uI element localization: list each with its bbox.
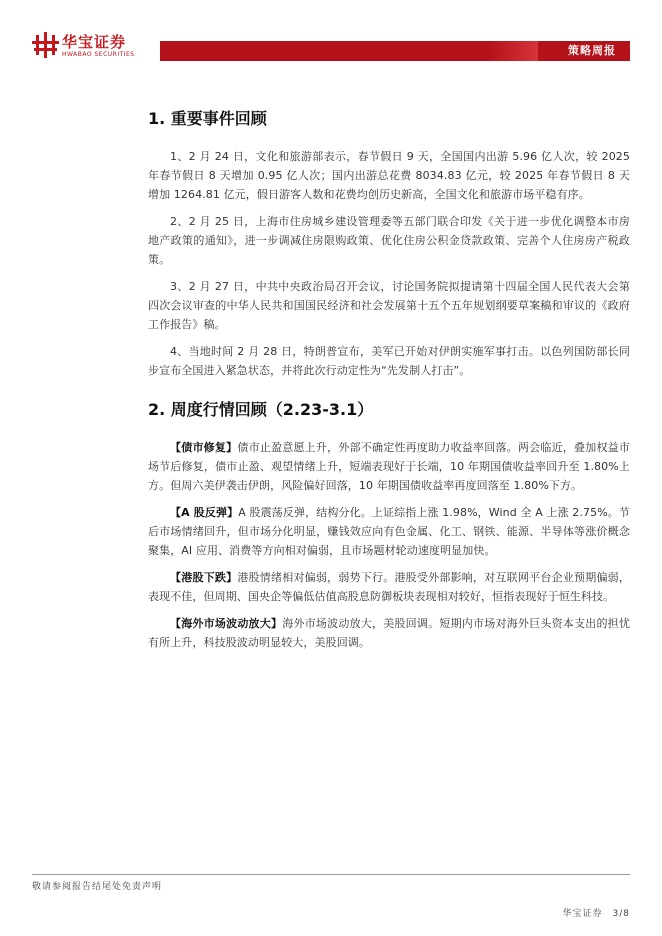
- event-paragraph: 4、当地时间 2 月 28 日，特朗普宣布，美军已开始对伊朗实施军事打击。以色列国防部长同步宣布全国进入紧急状态，并将此次行动定性为“先发制人打击”。: [148, 345, 630, 377]
- event-paragraph: 1、2 月 24 日，文化和旅游部表示，春节假日 9 天，全国国内出游 5.96 亿人次，较 2025 年春节假日 8 天增加 0.95 亿人次；国内出游总花费 8034.83 亿元，较 2025 年春节假日 8 天增加 1264.81 亿元，假日游客人数和花费均创历史新高，全国文化和旅游市场平稳有序。: [148, 150, 630, 201]
- market-paragraph-overseas: [148, 614, 630, 652]
- logo-text-cn: 华宝证券: [62, 33, 127, 51]
- header-bar: [160, 41, 630, 61]
- paragraph-label: 【海外市场波动放大】: [170, 617, 283, 630]
- hwabao-logo-icon: [32, 32, 60, 58]
- page-number: 3/8: [612, 909, 630, 919]
- report-body: [148, 108, 630, 652]
- paragraph-label: 【债市修复】: [170, 441, 238, 454]
- company-logo: [32, 32, 162, 60]
- report-type-tag: 策略周报: [568, 44, 616, 57]
- footer-right: [563, 906, 631, 919]
- section-title-market: 2. 周度行情回顾（2.23-3.1）: [148, 400, 374, 419]
- page-header: [0, 0, 662, 64]
- paragraph-text: 债市止盈意愿上升，外部不确定性再度助力收益率回落。两会临近，叠加权益市场节后修复，债市止盈、观望情绪上升，短端表现好于长端，10 年期国债收益率回升至 1.80%上方。但周六美伊袭击伊朗，风险偏好回落，10 年期国债收益率再度回落至 1.80%下方。: [148, 441, 630, 492]
- paragraph-label: 【A 股反弹】: [170, 506, 239, 519]
- paragraph-label: 【港股下跌】: [170, 571, 238, 584]
- paragraph-text: A 股震荡反弹，结构分化。上证综指上涨 1.98%，Wind 全 A 上涨 2.75%。节后市场情绪回升，但市场分化明显，赚钱效应向有色金属、化工、钢铁、能源、半导体等涨价概念聚集，AI 应用、消费等方向相对偏弱，且市场题材轮动速度明显加快。: [148, 506, 631, 557]
- paragraph-text: 海外市场波动放大，美股回调。短期内市场对海外巨头资本支出的担忧有所上升，科技股波动明显较大，美股回调。: [148, 617, 630, 649]
- event-paragraph: 2、2 月 25 日，上海市住房城乡建设管理委等五部门联合印发《关于进一步优化调整本市房地产政策的通知》，进一步调减住房限购政策、优化住房公积金贷款政策、完善个人住房房产税政策。: [148, 215, 630, 266]
- footer-divider: [32, 874, 630, 875]
- footer-company: 华宝证券: [562, 909, 603, 919]
- event-paragraph: 3、2 月 27 日，中共中央政治局召开会议，讨论国务院拟提请第十四届全国人民代表大会第四次会议审查的中华人民共和国国民经济和社会发展第十五个五年规划纲要草案稿和审议的《政府工作报告》稿。: [148, 280, 630, 331]
- section-title-events: 1. 重要事件回顾: [148, 109, 267, 128]
- market-paragraph-hk: [148, 568, 630, 606]
- market-paragraph-bond: [148, 438, 630, 495]
- disclaimer-note: 敬请参阅报告结尾处免责声明: [32, 882, 163, 892]
- header-bar-accent: [488, 41, 538, 61]
- logo-text-en: HWABAO SECURITIES: [62, 51, 135, 58]
- market-paragraph-a-share: [148, 503, 630, 560]
- paragraph-text: 港股情绪相对偏弱，弱势下行。港股受外部影响，对互联网平台企业预期偏弱，表现不佳，但周期、国央企等偏低估值高股息防御板块表现相对较好，恒指表现好于恒生科技。: [148, 571, 630, 603]
